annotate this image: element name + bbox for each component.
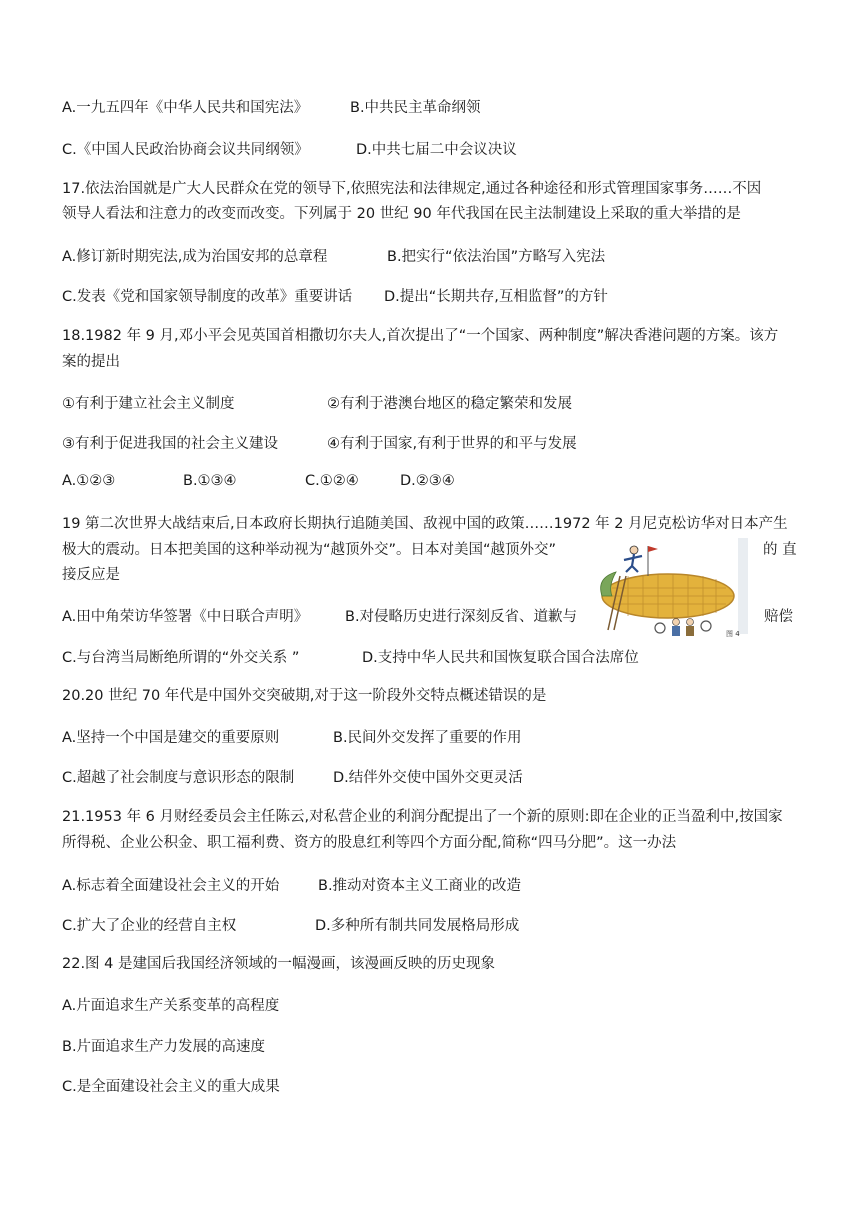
q21-option-b: B.推动对资本主义工商业的改造 [318, 878, 522, 894]
corn-cartoon-illustration [598, 538, 748, 642]
q19-stem-line-3: 接反应是 [62, 567, 120, 583]
q19-option-a: A.田中角荣访华签署《中日联合声明》 [62, 609, 309, 625]
q16-option-c: C.《中国人民政治协商会议共同纲领》 [62, 142, 309, 158]
q21-option-a: A.标志着全面建设社会主义的开始 [62, 878, 280, 894]
q20-option-d: D.结伴外交使中国外交更灵活 [333, 770, 523, 786]
q16-option-a: A.一九五四年《中华人民共和国宪法》 [62, 100, 309, 116]
q22-option-b: B.片面追求生产力发展的高速度 [62, 1039, 266, 1055]
q19-stem-line-2-tail: 的 直 [763, 542, 797, 558]
q16-option-d: D.中共七届二中会议决议 [356, 142, 517, 158]
q20-option-b: B.民间外交发挥了重要的作用 [333, 730, 522, 746]
q17-option-a: A.修订新时期宪法,成为治国安邦的总章程 [62, 249, 328, 265]
q18-item-2: ②有利于港澳台地区的稳定繁荣和发展 [327, 396, 572, 412]
q21-stem-line-2: 所得税、企业公积金、职工福利费、资方的股息红利等四个方面分配,简称“四马分肥”。这一办法 [62, 835, 677, 851]
q18-stem-line-2: 案的提出 [62, 354, 120, 370]
figure-4-cartoon [598, 538, 748, 642]
q19-option-c: C.与台湾当局断绝所谓的“外交关系 ” [62, 650, 300, 666]
q19-option-b-tail: 赔偿 [764, 609, 793, 625]
q18-item-1: ①有利于建立社会主义制度 [62, 396, 235, 412]
q17-option-b: B.把实行“依法治国”方略写入宪法 [387, 249, 606, 265]
q19-option-b: B.对侵略历史进行深刻反省、道歉与 [345, 609, 578, 625]
q20-option-a: A.坚持一个中国是建交的重要原则 [62, 730, 280, 746]
q19-option-d: D.支持中华人民共和国恢复联合国合法席位 [362, 650, 639, 666]
q18-option-a: A.①②③ [62, 473, 116, 489]
q20-option-c: C.超越了社会制度与意识形态的限制 [62, 770, 295, 786]
q18-stem-line-1: 18.1982 年 9 月,邓小平会见英国首相撒切尔夫人,首次提出了“一个国家、两种制度”解决香港问题的方案。该方 [62, 328, 779, 344]
q17-option-d: D.提出“长期共存,互相监督”的方针 [384, 289, 608, 305]
q20-stem: 20.20 世纪 70 年代是中国外交突破期,对于这一阶段外交特点概述错误的是 [62, 688, 547, 704]
q22-option-c: C.是全面建设社会主义的重大成果 [62, 1079, 280, 1095]
q22-stem: 22.图 4 是建国后我国经济领域的一幅漫画，该漫画反映的历史现象 [62, 956, 496, 972]
q18-item-4: ④有利于国家,有利于世界的和平与发展 [327, 436, 577, 452]
q19-stem-line-1: 19 第二次世界大战结束后,日本政府长期执行追随美国、敌视中国的政策……1972 年 2 月尼克松访华对日本产生 [62, 516, 788, 532]
q18-option-c: C.①②④ [305, 473, 359, 489]
q18-option-d: D.②③④ [400, 473, 455, 489]
q21-stem-line-1: 21.1953 年 6 月财经委员会主任陈云,对私营企业的利润分配提出了一个新的原则:即在企业的正当盈利中,按国家 [62, 809, 783, 825]
q18-option-b: B.①③④ [183, 473, 237, 489]
q17-stem-line-1: 17.依法治国就是广大人民群众在党的领导下,依照宪法和法律规定,通过各种途径和形式管理国家事务……不因 [62, 181, 762, 197]
figure-4-caption: 图 4 [726, 630, 740, 638]
q17-option-c: C.发表《党和国家领导制度的改革》重要讲话 [62, 289, 353, 305]
q16-option-b: B.中共民主革命纲领 [350, 100, 481, 116]
q22-option-a: A.片面追求生产关系变革的高程度 [62, 998, 280, 1014]
q17-stem-line-2: 领导人看法和注意力的改变而改变。下列属于 20 世纪 90 年代我国在民主法制建设上采取的重大举措的是 [62, 206, 741, 222]
q21-option-c: C.扩大了企业的经营自主权 [62, 918, 237, 934]
q21-option-d: D.多种所有制共同发展格局形成 [315, 918, 520, 934]
q19-stem-line-2: 极大的震动。日本把美国的这种举动视为“越顶外交”。日本对美国“越顶外交” [62, 542, 557, 558]
q18-item-3: ③有利于促进我国的社会主义建设 [62, 436, 278, 452]
